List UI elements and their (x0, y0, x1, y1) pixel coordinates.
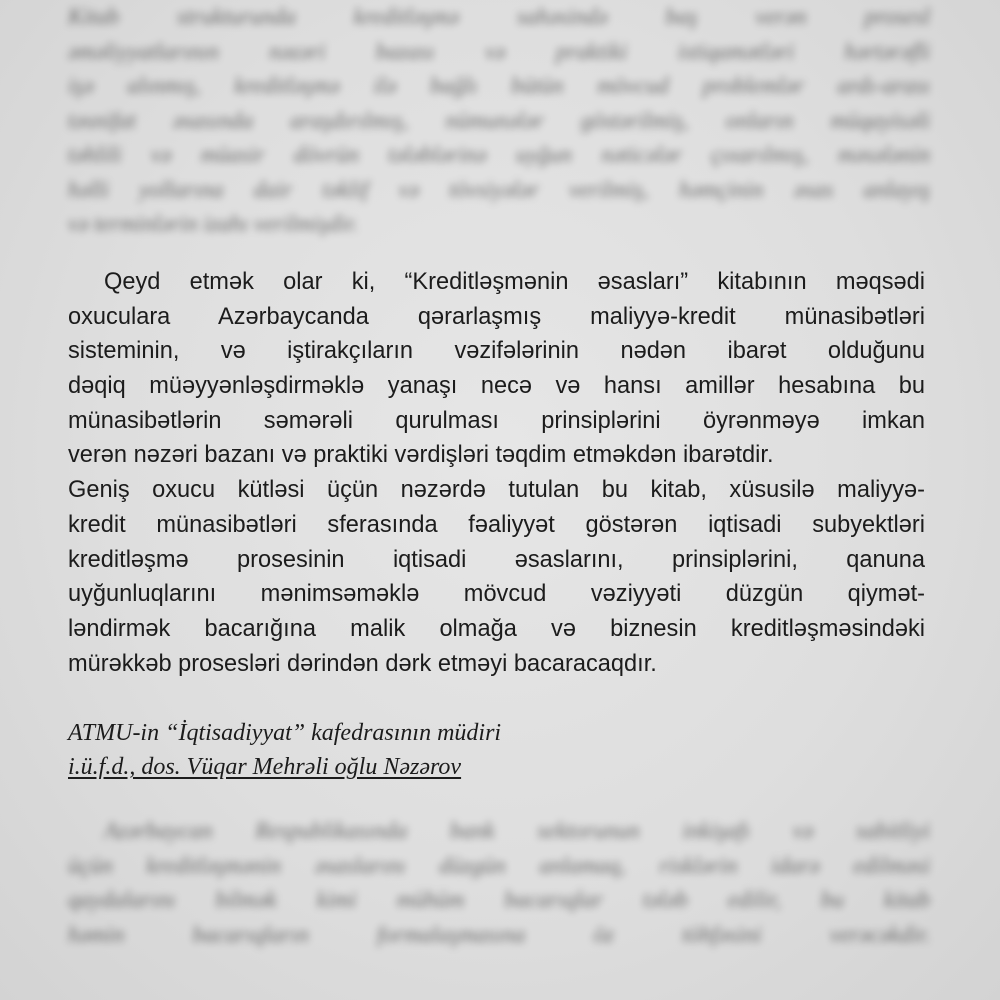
paragraph-line: ləndirmək bacarığına malik olmağa və biznesin kreditləşməsindəki (68, 615, 925, 642)
blurred-next-paragraph (68, 814, 930, 952)
signature-position: ATMU-in “İqtisadiyyat” kafedrasının müdiri (68, 720, 502, 746)
blurred-text-line: təhlili və müasir dövrün tələblərinə uyğun nəticələr çıxarılmış, məsələnin (68, 142, 930, 167)
blurred-text-line: Azərbaycan Respublikasında bank sektorunun inkişafı və sabitliyi (104, 818, 930, 843)
signature-block (68, 716, 501, 784)
paragraph-line: Geniş oxucu kütləsi üçün nəzərdə tutulan bu kitab, xüsusilə maliyyə- (68, 477, 925, 504)
paragraph-line: Qeyd etmək olar ki, “Kreditləşmənin əsasları” kitabının məqsədi (104, 269, 925, 295)
blurred-text-line: əməliyyatlarının nəzəri bazası və praktiki istiqamətləri hərtərəfli (68, 38, 930, 64)
blurred-text-line: təsnifat əsasında araşdırılmış, nümunələr göstərilmiş, onların müqayisəli (68, 107, 930, 133)
blurred-previous-paragraph (68, 0, 930, 242)
blurred-text-line: həmin bacarıqların formalaşmasına öz töhfəsini verəcəkdir. (68, 921, 930, 947)
main-paragraph (68, 265, 925, 681)
blurred-text-line: işə alınmış, kreditləşmə ilə bağlı bütün mövcud problemlər ardı-arası (68, 73, 930, 98)
paragraph-line: kredit münasibətləri sferasında fəaliyyət göstərən iqtisadi subyektləri (68, 511, 925, 538)
signature-name: i.ü.f.d., dos. Vüqar Mehrəli oğlu Nəzərov (68, 754, 462, 780)
paragraph-line: uyğunluqlarını mənimsəməklə mövcud vəziyyəti düzgün qiymət- (68, 581, 925, 608)
paragraph-line: sisteminin, və iştirakçıların vəzifələrinin nədən ibarət olduğunu (68, 338, 925, 365)
paragraph-line: verən nəzəri bazanı və praktiki vərdişləri təqdim etməkdən ibarətdir. (68, 442, 774, 469)
blurred-text-line: Kitab strukturunda kreditləşmə sahəsində baş verən prosesl (68, 4, 930, 29)
blurred-text-line: həlli yollarına dair təklif və tövsiyələr verilmiş, həmçinin əsas anlayış (68, 176, 930, 202)
paragraph-line: kreditləşmə prosesinin iqtisadi əsaslarını, prinsiplərini, qanuna (68, 546, 925, 573)
blurred-text-line: qaydalarını bilmək kimi mühüm bacarıqlar tələb edilir, bu kitab (68, 887, 930, 912)
paragraph-line: münasibətlərin səmərəli qurulması prinsiplərini öyrənməyə imkan (68, 407, 925, 434)
paragraph-line: dəqiq müəyyənləşdirməklə yanaşı necə və hansı amillər hesabına bu (68, 373, 925, 400)
blurred-text-line: üçün kreditləşmənin əsaslarını düzgün anlamaq, risklərin idarə edilməsi (68, 852, 930, 878)
paragraph-line: oxuculara Azərbaycanda qərarlaşmış maliyyə-kredit münasibətləri (68, 303, 925, 330)
paragraph-line: mürəkkəb prosesləri dərindən dərk etməyi bacaracaqdır. (68, 650, 657, 677)
blurred-text-line: və terminlərin izahı verilmişdir. (68, 211, 359, 236)
